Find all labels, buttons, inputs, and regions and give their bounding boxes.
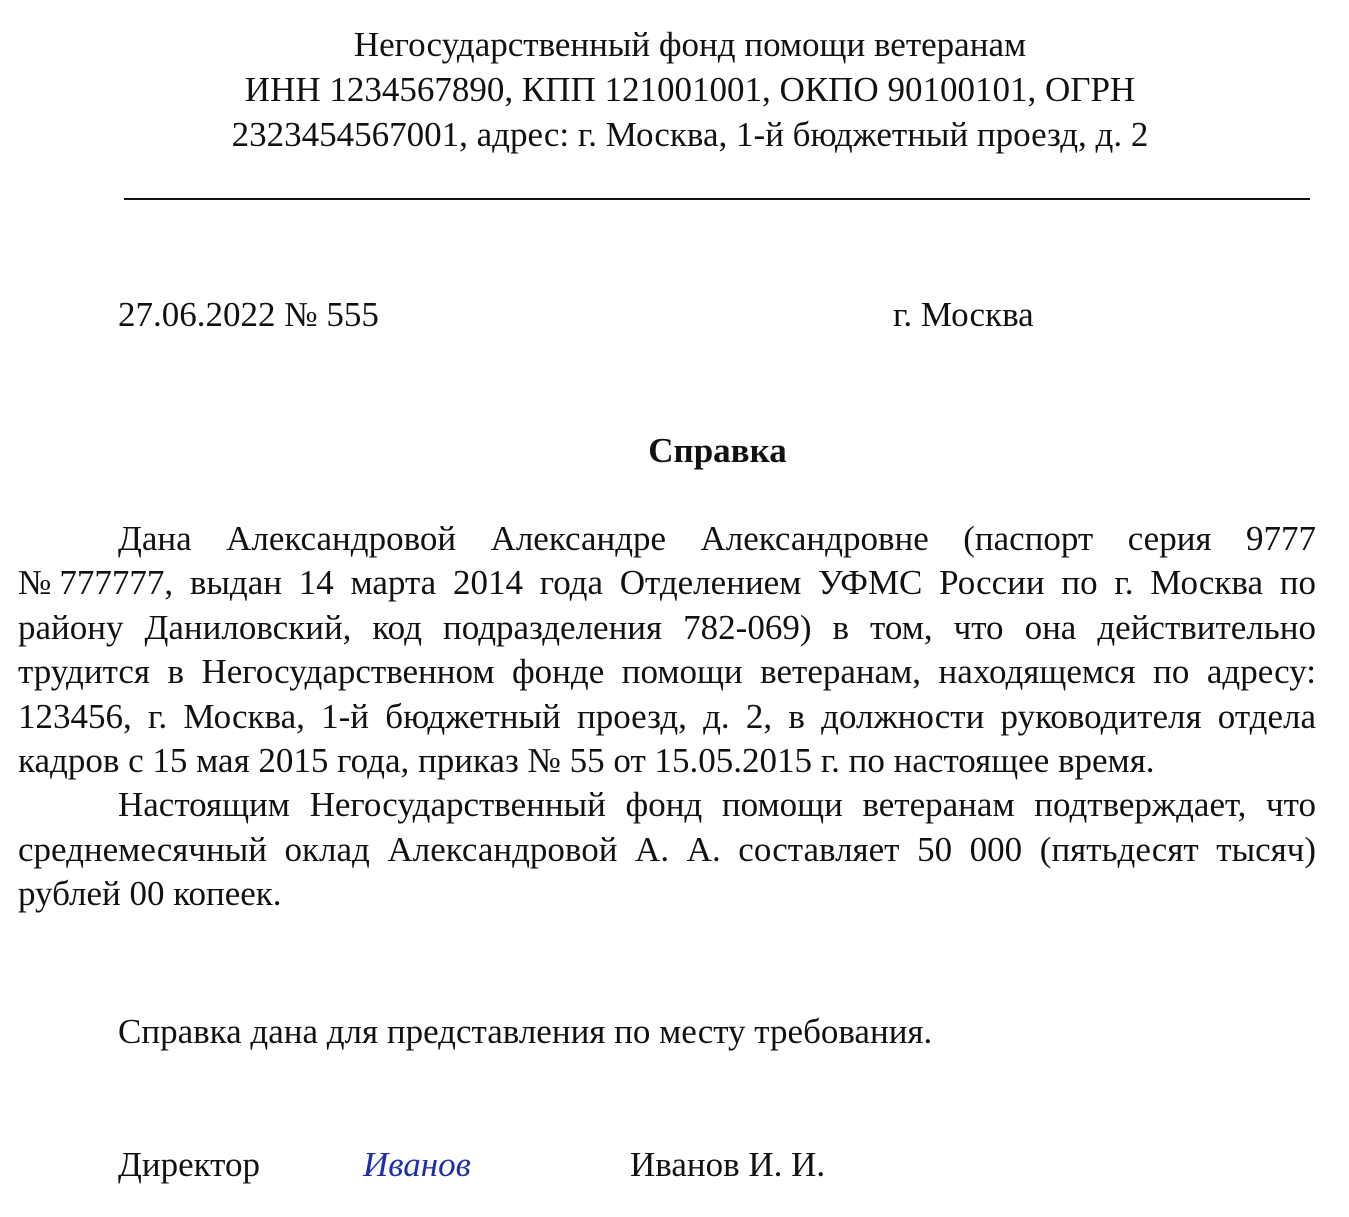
document-date-number: 27.06.2022 № 555: [118, 295, 379, 334]
body-paragraph-salary: Настоящим Негосударственный фонд помощи ветеранам подтверждает, что среднемесячный оклад Александровой А. А. составляет 50 000 (пятьдесят тысяч) рублей 00 копеек.: [18, 785, 1316, 914]
document-body: [18, 517, 1316, 917]
body-paragraph-employment: Дана Александровой Александре Александровне (паспорт серия 9777 №777777, выдан 14 марта 2014 года Отделением УФМС России по г. Москва по району Даниловский, код подразделения 782-069) в том, что она действительно трудится в Негосударственном фонде помощи ветеранам, находящемся по адресу: 123456, г. Москва, 1-й бюджетный проезд, д. 2, в должности руководителя отдела кадров с 15 мая 2015 года, приказ № 55 от 15.05.2015 г. по настоящее время.: [18, 519, 1316, 781]
document-city: г. Москва: [893, 295, 1034, 334]
document-title: Справка: [648, 431, 787, 470]
organization-requisites: ИНН 1234567890, КПП 121001001, ОКПО 90100101, ОГРН: [244, 70, 1136, 109]
document-purpose: Справка дана для представления по месту требования.: [118, 1012, 933, 1051]
organization-name: Негосударственный фонд помощи ветеранам: [353, 25, 1027, 64]
signer-position: Директор: [118, 1145, 261, 1184]
signer-name: Иванов И. И.: [630, 1145, 826, 1184]
handwritten-signature: Иванов: [363, 1145, 471, 1184]
organization-address: 2323454567001, адрес: г. Москва, 1-й бюджетный проезд, д. 2: [231, 115, 1149, 154]
header-divider: [124, 198, 1310, 200]
organization-header: [150, 22, 1230, 157]
